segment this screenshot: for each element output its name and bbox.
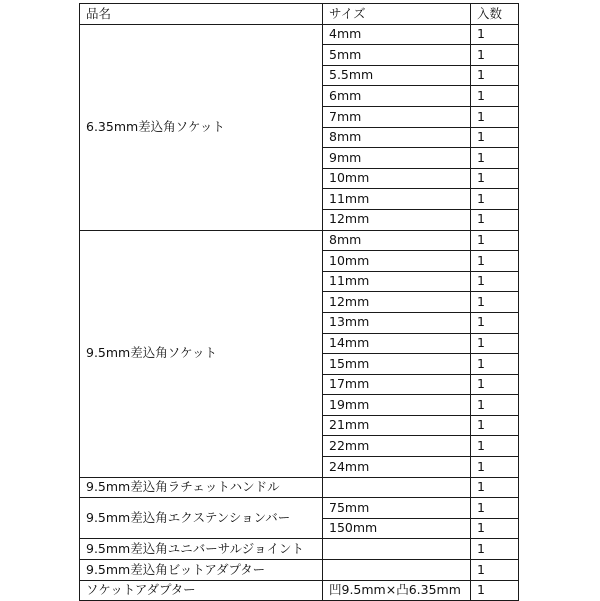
item-qty: 1 <box>471 127 519 148</box>
item-qty: 1 <box>471 292 519 313</box>
item-qty: 1 <box>471 436 519 457</box>
item-qty: 1 <box>471 148 519 169</box>
item-size: 150mm <box>323 518 471 539</box>
item-size <box>323 539 471 560</box>
item-qty: 1 <box>471 251 519 272</box>
item-size: 5.5mm <box>323 65 471 86</box>
item-size: 75mm <box>323 498 471 519</box>
table-row <box>80 477 519 498</box>
item-qty: 1 <box>471 415 519 436</box>
item-qty: 1 <box>471 477 519 498</box>
item-size: 14mm <box>323 333 471 354</box>
item-size: 8mm <box>323 230 471 251</box>
table-row <box>80 498 519 519</box>
item-size <box>323 477 471 498</box>
item-name: 9.5mm差込角ビットアダプター <box>80 560 323 581</box>
item-qty: 1 <box>471 271 519 292</box>
table-row <box>80 580 519 601</box>
table-row <box>80 560 519 581</box>
item-size: 10mm <box>323 251 471 272</box>
item-qty: 1 <box>471 457 519 478</box>
item-size: 7mm <box>323 106 471 127</box>
item-qty: 1 <box>471 45 519 66</box>
item-qty: 1 <box>471 498 519 519</box>
item-name: 9.5mm差込角エクステンションバー <box>80 498 323 539</box>
item-size: 凹9.5mm×凸6.35mm <box>323 580 471 601</box>
parts-table <box>79 3 519 601</box>
item-size: 12mm <box>323 209 471 230</box>
table-row <box>80 24 519 45</box>
item-qty: 1 <box>471 395 519 416</box>
item-qty: 1 <box>471 333 519 354</box>
item-size: 13mm <box>323 312 471 333</box>
item-name: ソケットアダプター <box>80 580 323 601</box>
item-size: 19mm <box>323 395 471 416</box>
table-row <box>80 539 519 560</box>
item-size: 5mm <box>323 45 471 66</box>
item-size: 12mm <box>323 292 471 313</box>
item-qty: 1 <box>471 86 519 107</box>
parts-table-body <box>80 24 519 601</box>
item-size: 4mm <box>323 24 471 45</box>
item-size: 24mm <box>323 457 471 478</box>
item-name: 9.5mm差込角ラチェットハンドル <box>80 477 323 498</box>
header-name: 品名 <box>80 4 323 25</box>
table-row <box>80 230 519 251</box>
item-size: 10mm <box>323 168 471 189</box>
item-size: 9mm <box>323 148 471 169</box>
item-size <box>323 560 471 581</box>
item-qty: 1 <box>471 230 519 251</box>
item-qty: 1 <box>471 374 519 395</box>
item-qty: 1 <box>471 168 519 189</box>
item-name: 9.5mm差込角ユニバーサルジョイント <box>80 539 323 560</box>
item-qty: 1 <box>471 209 519 230</box>
item-size: 11mm <box>323 271 471 292</box>
item-qty: 1 <box>471 106 519 127</box>
item-qty: 1 <box>471 560 519 581</box>
item-qty: 1 <box>471 312 519 333</box>
item-size: 15mm <box>323 354 471 375</box>
item-size: 17mm <box>323 374 471 395</box>
header-qty: 入数 <box>471 4 519 25</box>
item-name: 6.35mm差込角ソケット <box>80 24 323 230</box>
header-size: サイズ <box>323 4 471 25</box>
item-qty: 1 <box>471 354 519 375</box>
item-qty: 1 <box>471 518 519 539</box>
item-qty: 1 <box>471 580 519 601</box>
item-size: 11mm <box>323 189 471 210</box>
item-qty: 1 <box>471 65 519 86</box>
item-name: 9.5mm差込角ソケット <box>80 230 323 477</box>
item-size: 8mm <box>323 127 471 148</box>
item-qty: 1 <box>471 24 519 45</box>
item-size: 6mm <box>323 86 471 107</box>
item-size: 22mm <box>323 436 471 457</box>
header-row <box>80 4 519 25</box>
item-size: 21mm <box>323 415 471 436</box>
item-qty: 1 <box>471 189 519 210</box>
item-qty: 1 <box>471 539 519 560</box>
